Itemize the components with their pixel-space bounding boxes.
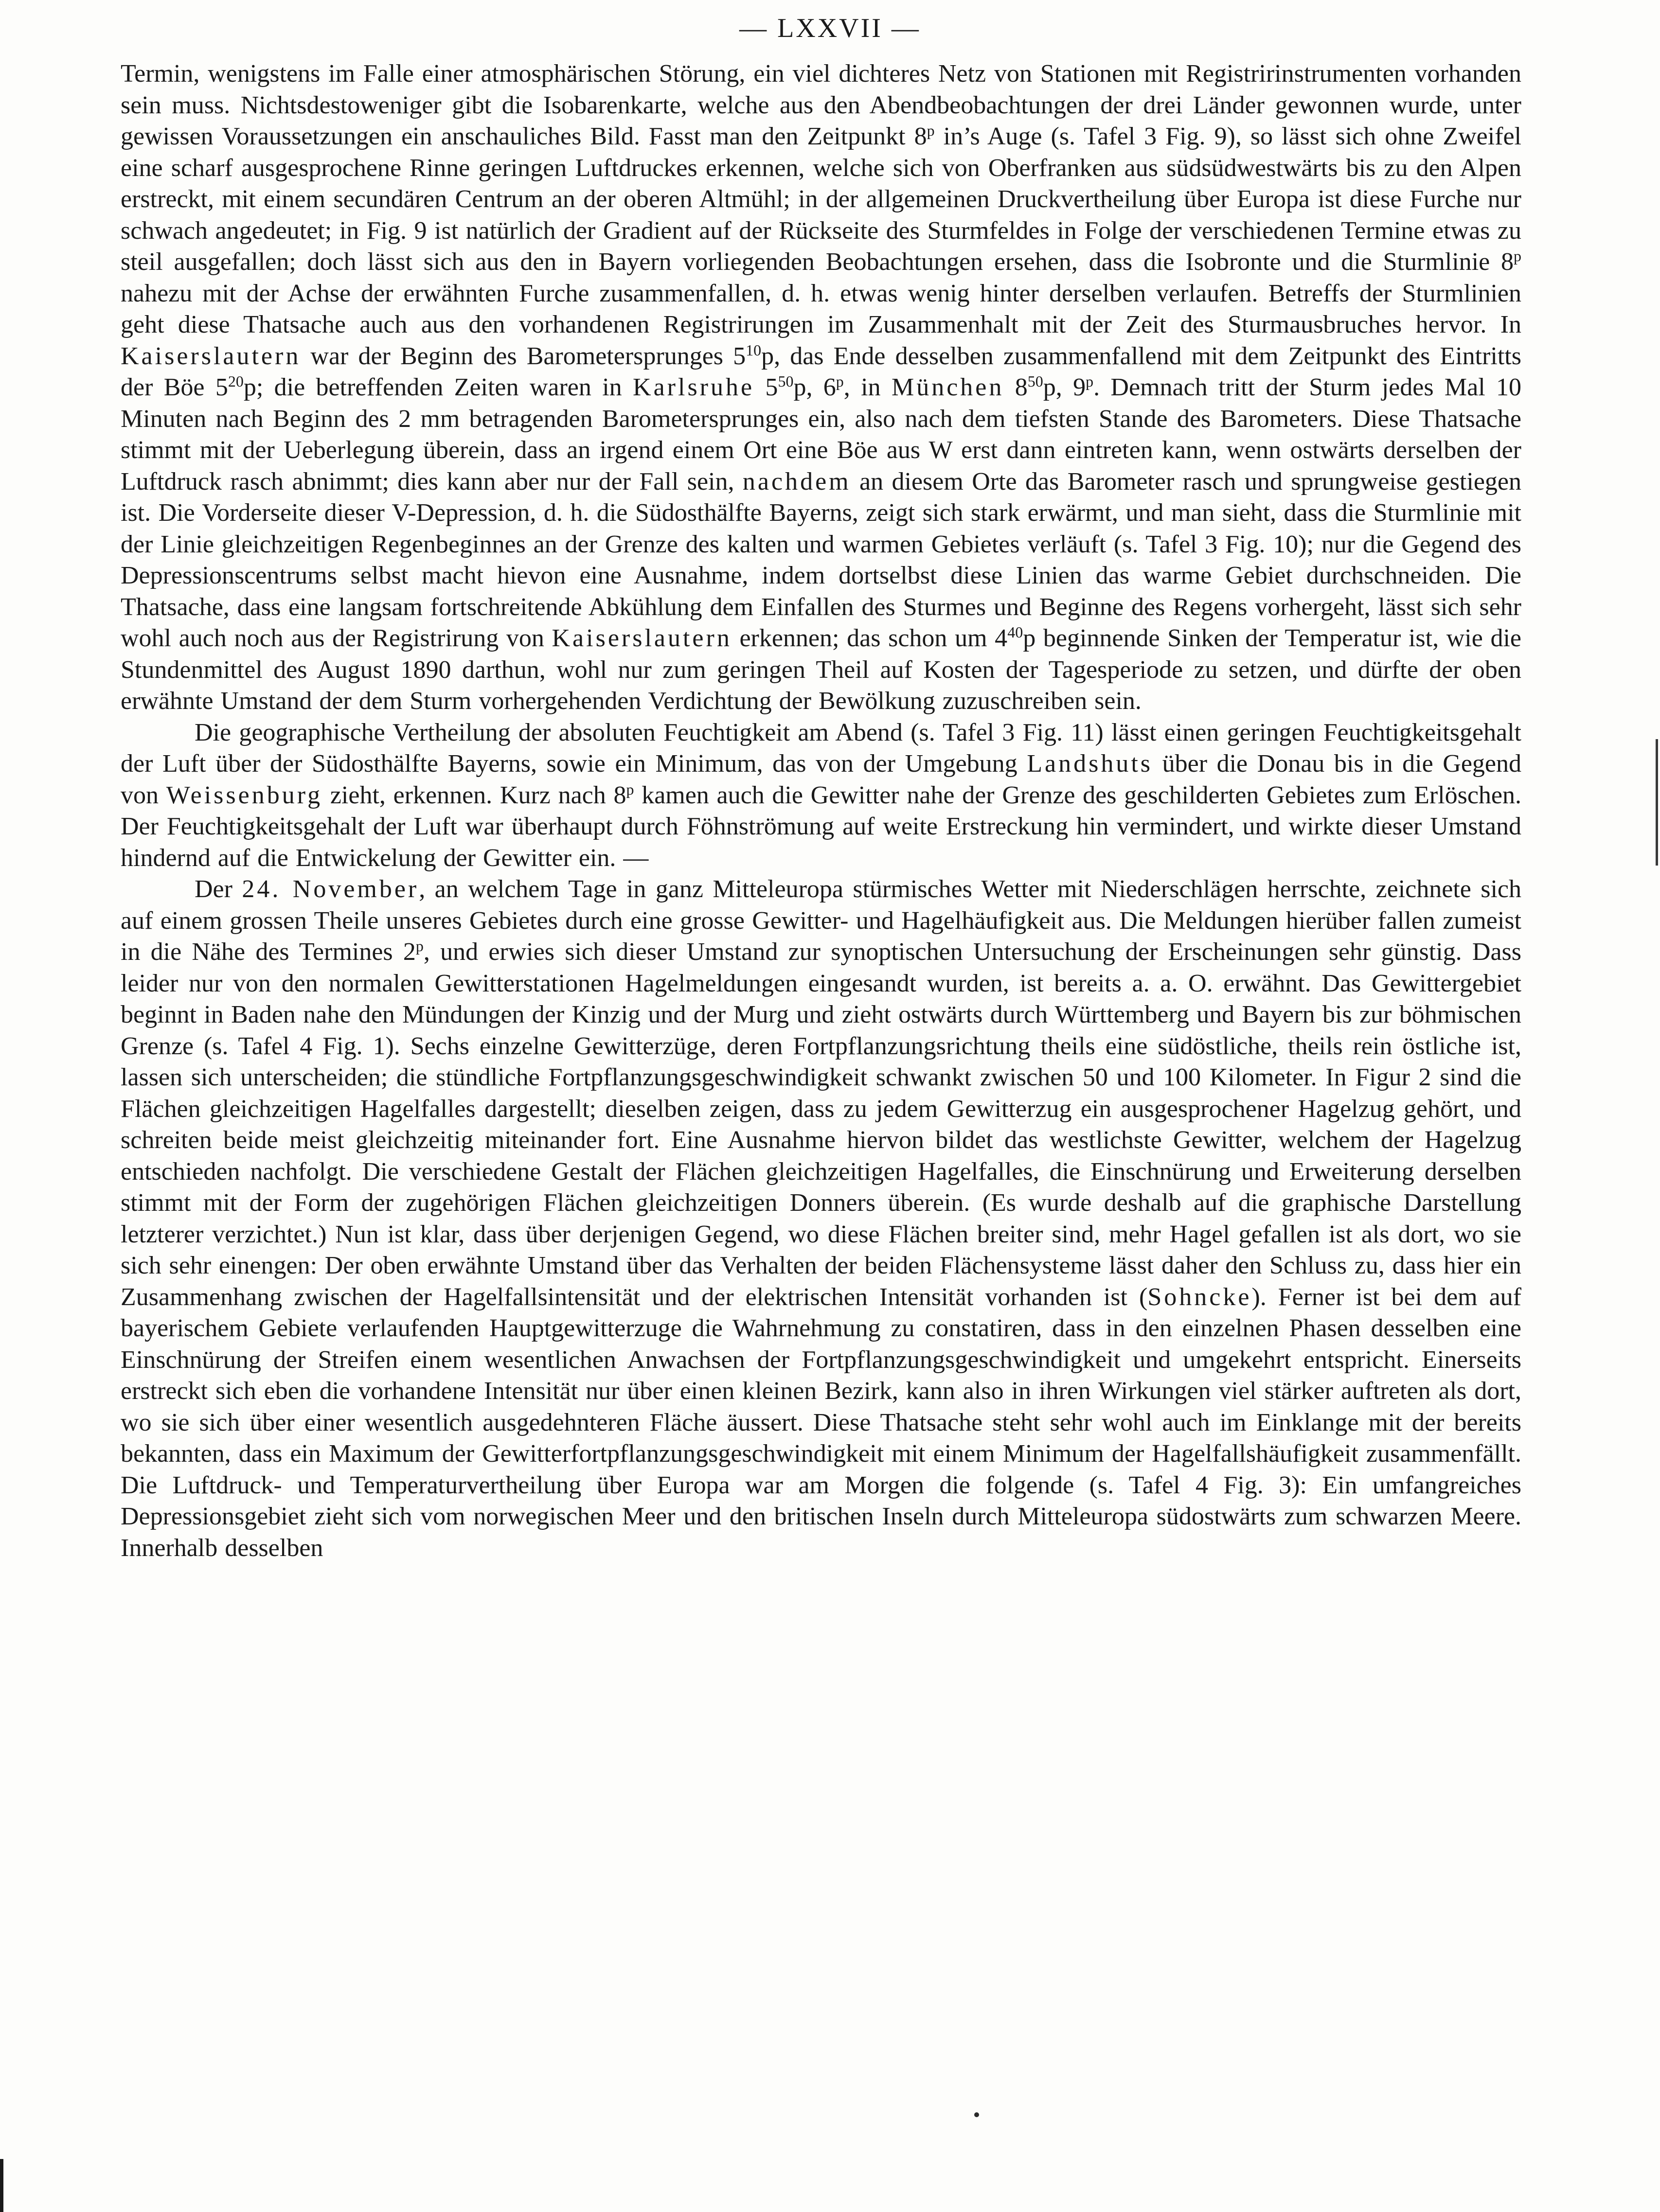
text-run: p, 9 xyxy=(1043,373,1086,401)
superscript-text: p xyxy=(927,122,935,139)
text-run: Termin, wenigstens im Falle einer atmosphärischen Störung, ein viel dichteres Netz von Stationen mit Registririnstrumenten vorhanden sein muss. Nichtsdestoweniger gibt die Isobarenkarte, welche aus den Abendbeobachtungen der drei Länder gewonnen wurde, unter gewissen Voraussetzungen ein anschauliches Bild. Fasst man den Zeitpunkt 8 xyxy=(121,60,1521,150)
superscript-text: 10 xyxy=(746,341,762,359)
text-run: zieht, erkennen. Kurz nach 8 xyxy=(322,781,626,809)
text-body xyxy=(121,58,1521,1564)
spaced-name-text: Sohncke xyxy=(1147,1283,1252,1311)
footer-dot-mark xyxy=(974,2112,979,2117)
text-run: 8 xyxy=(1004,373,1028,401)
text-run: war der Beginn des Barometersprunges 5 xyxy=(301,342,746,370)
text-run: kamen auch die Gewitter nahe der Grenze des geschilderten Gebietes zum Erlöschen. Der Feuchtigkeitsgehalt der Luft war überhaupt durch Föhnströmung auf weite Erstreckung hin vermindert, und wirkte dieser Umstand hindernd auf die Entwickelung der Gewitter ein. — xyxy=(121,781,1521,872)
spaced-name-text: München xyxy=(891,373,1004,401)
superscript-text: 50 xyxy=(778,372,794,390)
text-run: Der xyxy=(195,875,242,903)
text-run: 5 xyxy=(754,373,778,401)
text-run: . Demnach tritt der Sturm jedes Mal 10 Minuten nach Beginn des 2 mm betragenden Barometersprunges ein, also nach dem tiefsten Stande des Barometers. Diese Thatsache stimmt mit der Ueberlegung überein, dass an irgend einem Ort eine Böe aus W erst dann eintreten kann, wenn ostwärts derselben der Luftdruck rasch abnimmt; dies kann aber nur der Fall sein, xyxy=(121,373,1522,495)
spaced-name-text: Kaiserslautern xyxy=(121,342,301,370)
text-run: p; die betreffenden Zeiten waren in xyxy=(243,373,633,401)
paragraph-2 xyxy=(121,717,1521,874)
spaced-name-text: nachdem xyxy=(742,467,851,495)
spaced-name-text: Kaiserslautern xyxy=(552,624,732,652)
text-run: Die geographische Vertheilung der absoluten Feuchtigkeit am Abend (s. Tafel 3 Fig. 11) lässt einen geringen Feuchtigkeitsgehalt der Luft über der Südosthälfte Bayerns, sowie ein Minimum, das von der Umgebung xyxy=(121,718,1521,778)
text-run: an diesem Orte das Barometer rasch und sprungweise gestiegen ist. Die Vorderseite dieser V-Depression, d. h. die Südosthälfte Bayerns, zeigt sich stark erwärmt, und man sieht, dass die Sturmlinie mit der Linie gleichzeitigen Regenbeginnes an der Grenze des kalten und warmen Gebietes verläuft (s. Tafel 3 Fig. 10); nur die Gegend des Depressionscentrums selbst macht hievon eine Ausnahme, indem dortselbst diese Linien das warme Gebiet durchschneiden. Die Thatsache, dass eine langsam fortschreitende Abkühlung dem Einfallen des Sturmes und Beginne des Regens vorhergeht, lässt sich sehr wohl auch noch aus der Registrirung von xyxy=(121,467,1521,652)
left-margin-mark xyxy=(0,2159,3,2212)
superscript-text: p xyxy=(1086,372,1094,390)
text-run: , an welchem Tage in ganz Mitteleuropa stürmisches Wetter mit Niederschlägen herrschte, zeichnete sich auf einem grossen Theile unseres Gebietes durch eine grosse Gewitter- und Hagelhäufigkeit aus. Die Meldungen hierüber fallen zumeist in die Nähe des Termines 2 xyxy=(121,875,1522,966)
text-run: , in xyxy=(843,373,892,401)
text-run: über die Donau bis in die Gegend von xyxy=(121,750,1522,809)
text-run: erkennen; das schon um 4 xyxy=(732,624,1008,652)
spaced-name-text: 24. November xyxy=(242,875,419,903)
paragraph-1 xyxy=(121,58,1521,717)
spaced-name-text: Weissenburg xyxy=(166,781,323,809)
spaced-name-text: Karlsruhe xyxy=(633,373,755,401)
superscript-text: p xyxy=(836,372,844,390)
text-run: nahezu mit der Achse der erwähnten Furche zusammenfallen, d. h. etwas wenig hinter derselben verlaufen. Betreffs der Sturmlinien geht diese Thatsache auch aus den vorhandenen Registrirungen im Zusammenhalt mit der Zeit des Sturmausbruches hervor. In xyxy=(121,279,1521,338)
paragraph-3 xyxy=(121,874,1521,1564)
text-run: p, das Ende desselben zusammenfallend mit dem Zeitpunkt des Eintritts der Böe 5 xyxy=(121,342,1521,401)
superscript-text: p xyxy=(415,937,424,955)
text-run: , und erwies sich dieser Umstand zur synoptischen Untersuchung der Erscheinungen sehr günstig. Dass leider nur von den normalen Gewitterstationen Hagelmeldungen eingesandt wurden, ist bereits a. a. O. erwähnt. Das Gewittergebiet beginnt in Baden nahe den Mündungen der Kinzig und der Murg und zieht ostwärts durch Württemberg und Bayern bis zur böhmischen Grenze (s. Tafel 4 Fig. 1). Sechs einzelne Gewitterzüge, deren Fortpflanzungsrichtung theils eine südöstliche, theils rein östliche ist, lassen sich unterscheiden; die stündliche Fortpflanzungsgeschwindigkeit schwankt zwischen 50 und 100 Kilometer. In Figur 2 sind die Flächen gleichzeitigen Hagelfalles dargestellt; dieselben zeigen, dass zu jedem Gewitterzug ein ausgesprochener Hagelzug gehört, und schreiten beide meist gleichzeitig miteinander fort. Eine Ausnahme hiervon bildet das westlichste Gewitter, welchem der Hagelzug entschieden nachfolgt. Die verschiedene Gestalt der Flächen gleichzeitigen Hagelfalles, die Einschnürung und Erweiterung derselben stimmt mit der Form der zugehörigen Flächen gleichzeitigen Donners überein. (Es wurde deshalb auf die graphische Darstellung letzterer verzichtet.) Nun ist klar, dass über derjenigen Gegend, wo diese Flächen breiter sind, mehr Hagel gefallen ist als dort, wo sie sich sehr einengen: Der oben erwähnte Umstand über das Verhalten der beiden Flächensysteme lässt daher den Schluss zu, dass hier ein Zusammenhang zwischen der Hagelfallsintensität und der elektrischen Intensität vorhanden ist ( xyxy=(121,938,1521,1311)
superscript-text: p xyxy=(1514,247,1521,265)
text-run: p beginnende Sinken der Temperatur ist, wie die Stundenmittel des August 1890 darthun, wohl nur zum geringen Theil auf Kosten der Tagesperiode zu setzen, und dürfte der oben erwähnte Umstand der dem Sturm vorhergehenden Verdichtung der Bewölkung zuzuschreiben sein. xyxy=(121,624,1521,715)
superscript-text: 20 xyxy=(228,372,244,390)
text-run: p, 6 xyxy=(793,373,836,401)
page-header: — LXXVII — xyxy=(739,13,921,43)
superscript-text: 50 xyxy=(1027,372,1043,390)
text-run: in’s Auge (s. Tafel 3 Fig. 9), so lässt sich ohne Zweifel eine scharf ausgesprochene Rinne geringen Luftdruckes erkennen, welche sich von Oberfranken aus südsüdwestwärts bis zu den Alpen erstreckt, mit einem secundären Centrum an der oberen Altmühl; in der allgemeinen Druckvertheilung über Europa ist diese Furche nur schwach angedeutet; in Fig. 9 ist natürlich der Gradient auf der Rückseite des Sturmfeldes in Folge der verschiedenen Termine etwas zu steil ausgefallen; doch lässt sich aus den in Bayern vorliegenden Beobachtungen ersehen, dass die Isobronte und die Sturmlinie 8 xyxy=(121,123,1521,276)
text-run: ). Ferner ist bei dem auf bayerischem Gebiete verlaufenden Hauptgewitterzuge die Wahrnehmung zu constatiren, dass in den einzelnen Phasen desselben eine Einschnürung der Streifen einem wesentlichen Anwachsen der Fortpflanzungsgeschwindigkeit und umgekehrt entspricht. Einerseits erstreckt sich eben die vorhandene Intensität nur über einen kleinen Bezirk, kann also in ihren Wirkungen viel stärker auftreten als dort, wo sie sich über einer wesentlich ausgedehnteren Fläche äussert. Diese Thatsache steht sehr wohl auch im Einklange mit der bereits bekannten, dass ein Maximum der Gewitterfortpflanzungsgeschwindigkeit mit einem Minimum der Hagelfallshäufigkeit zusammenfällt. Die Luftdruck- und Temperaturvertheilung über Europa war am Morgen die folgende (s. Tafel 4 Fig. 3): Ein umfangreiches Depressionsgebiet zieht sich vom norwegischen Meer und den britischen Inseln durch Mitteleuropa südostwärts zum schwarzen Meere. Innerhalb desselben xyxy=(121,1283,1521,1562)
superscript-text: 40 xyxy=(1007,623,1023,641)
superscript-text: p xyxy=(626,780,634,798)
right-margin-mark xyxy=(1656,739,1658,866)
spaced-name-text: Landshuts xyxy=(1027,750,1153,778)
